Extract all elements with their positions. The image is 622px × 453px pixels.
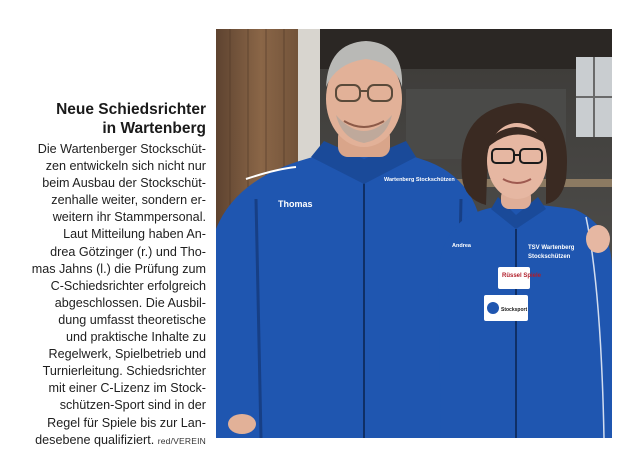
body-line: Turnierleitung. Schiedsrichter: [42, 364, 206, 379]
svg-text:Rüssel Spiele: Rüssel Spiele: [502, 273, 542, 279]
article-text-column: [8, 100, 206, 450]
woman-jacket-club-2: Stockschützen: [528, 254, 571, 260]
body-last-line-text: desebene qualifiziert.: [35, 432, 155, 447]
body-line: Die Wartenberger Stockschüt-: [37, 142, 206, 156]
photo-illustration: [216, 29, 612, 438]
body-line: zen entwickeln sich nicht nur: [45, 159, 206, 174]
body-line: weitern ihr Stammpersonal.: [52, 210, 206, 225]
article-body: [8, 141, 206, 450]
body-line: schützen-Sport sind in der: [59, 398, 206, 413]
article-headline: [8, 100, 206, 138]
photo-credit: red/VEREIN: [157, 435, 206, 446]
body-line: dung umfasst theoretische: [58, 312, 206, 327]
body-line: abgeschlossen. Die Ausbil-: [54, 295, 206, 310]
body-last-line: [8, 432, 206, 450]
man-jacket-club: Wartenberg Stockschützen: [384, 177, 455, 183]
body-line: C-Schiedsrichter erfolgreich: [50, 278, 206, 293]
man-jacket-name: Thomas: [278, 199, 313, 209]
headline-line-1: Neue Schiedsrichter: [56, 101, 206, 118]
woman-hand: [586, 225, 610, 253]
body-line: Regelwerk, Spielbetrieb und: [48, 347, 206, 362]
body-line: drea Götzinger (r.) und Tho-: [50, 244, 206, 259]
svg-text:Stocksport: Stocksport: [501, 307, 528, 313]
article-photo: [216, 29, 612, 438]
body-line: zenhalle weiter, sondern er-: [51, 193, 206, 208]
headline-line-2: in Wartenberg: [102, 120, 206, 137]
woman-jacket-name: Andrea: [452, 243, 471, 249]
man-hand: [228, 414, 256, 434]
body-line: beim Ausbau der Stockschüt-: [42, 176, 206, 191]
body-line: und praktische Inhalte zu: [65, 330, 206, 345]
body-line: Laut Mitteilung haben An-: [63, 227, 206, 242]
woman-jacket-club-1: TSV Wartenberg: [528, 245, 575, 251]
body-line: mas Jahns (l.) die Prüfung zum: [31, 261, 206, 276]
body-line: mit einer C-Lizenz im Stock-: [48, 381, 206, 396]
body-line: Regel für Spiele bis zur Lan-: [47, 415, 206, 430]
